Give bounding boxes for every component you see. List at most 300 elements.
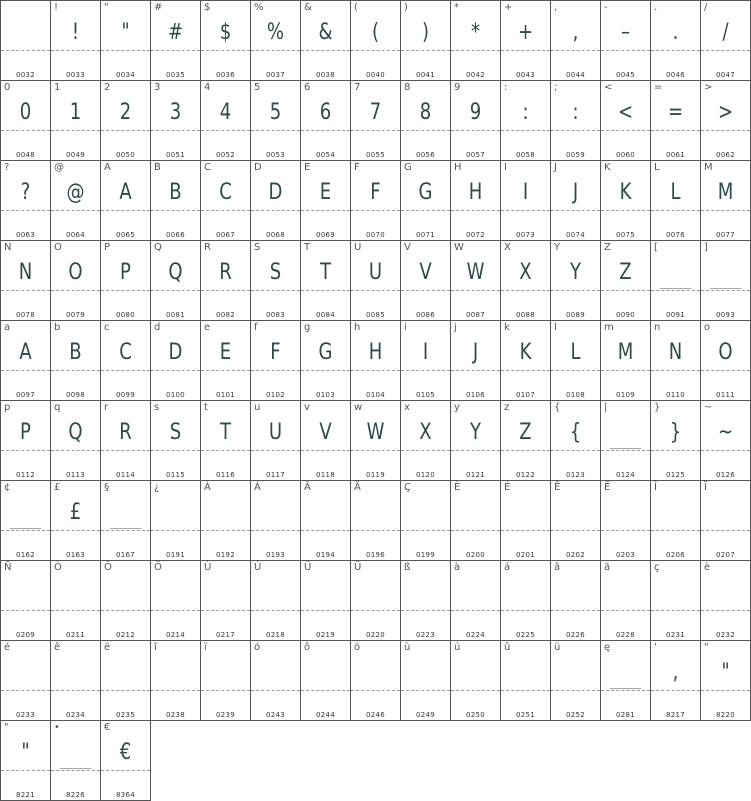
glyph-preview — [5, 15, 45, 51]
character-label: V — [404, 242, 411, 253]
baseline-divider — [601, 610, 650, 611]
baseline-divider — [151, 130, 200, 131]
char-code-label: 0101 — [215, 391, 235, 399]
baseline-divider — [551, 370, 600, 371]
character-label: O — [54, 242, 62, 253]
glyph-preview: ) — [421, 20, 430, 45]
glyph-preview — [505, 655, 545, 691]
character-label: H — [454, 162, 462, 173]
baseline-divider — [401, 530, 450, 531]
character-label: [ — [654, 242, 658, 253]
character-label: é — [4, 642, 11, 653]
character-label: } — [654, 402, 661, 413]
char-code-label: 0193 — [265, 551, 285, 559]
character-label: D — [254, 162, 262, 173]
char-code-label: 0212 — [115, 631, 135, 639]
glyph-cell — [651, 321, 701, 401]
char-code-label: 0037 — [265, 71, 285, 79]
char-code-label: 0079 — [65, 311, 85, 319]
baseline-divider — [351, 370, 400, 371]
glyph-preview — [555, 495, 595, 531]
char-code-label: 0120 — [415, 471, 435, 479]
character-label: 8 — [404, 82, 411, 93]
baseline-divider — [351, 130, 400, 131]
glyph-preview: Y — [569, 260, 582, 285]
baseline-divider — [401, 50, 450, 51]
character-label: s — [154, 402, 160, 413]
baseline-divider — [651, 610, 700, 611]
character-label: ( — [354, 2, 358, 13]
character-label: à — [454, 562, 461, 573]
character-label: y — [454, 402, 460, 413]
baseline-divider — [701, 370, 750, 371]
glyph-preview: F — [370, 180, 381, 205]
char-code-label: 0078 — [15, 311, 35, 319]
glyph-preview: @ — [66, 180, 85, 205]
baseline-divider — [101, 290, 150, 291]
glyph-cell — [251, 401, 301, 481]
character-label: + — [504, 2, 513, 13]
baseline-divider — [201, 530, 250, 531]
glyph-cell — [1, 81, 51, 161]
baseline-divider — [551, 610, 600, 611]
baseline-divider — [51, 690, 100, 691]
baseline-divider — [651, 50, 700, 51]
char-code-label: 0085 — [365, 311, 385, 319]
character-label: Ú — [254, 562, 262, 573]
glyph-cell — [401, 561, 451, 641]
baseline-divider — [351, 610, 400, 611]
char-code-label: 0066 — [165, 231, 185, 239]
glyph-preview: : — [522, 100, 529, 125]
character-label: Ê — [554, 482, 561, 493]
char-code-label: 0211 — [65, 631, 85, 639]
glyph-preview: , — [672, 660, 679, 685]
char-code-label: 0199 — [415, 551, 435, 559]
baseline-divider — [601, 530, 650, 531]
char-code-label: 0082 — [215, 311, 235, 319]
glyph-preview: P — [20, 420, 31, 445]
baseline-divider — [1, 450, 50, 451]
character-label: û — [504, 642, 511, 653]
missing-glyph-mark — [10, 528, 41, 529]
char-code-label: 0075 — [615, 231, 635, 239]
char-code-label: 0202 — [565, 551, 585, 559]
character-label: T — [304, 242, 311, 253]
character-label: h — [354, 322, 361, 333]
baseline-divider — [451, 610, 500, 611]
baseline-divider — [651, 690, 700, 691]
character-label: ä — [604, 562, 611, 573]
baseline-divider — [101, 530, 150, 531]
character-label: p — [4, 402, 11, 413]
baseline-divider — [151, 290, 200, 291]
char-code-label: 0104 — [365, 391, 385, 399]
char-code-label: 0051 — [165, 151, 185, 159]
character-label: É — [504, 482, 511, 493]
glyph-cell — [701, 81, 751, 161]
char-code-label: 0281 — [615, 711, 635, 719]
glyph-preview: Z — [519, 420, 532, 445]
glyph-cell — [101, 401, 151, 481]
char-code-label: 0088 — [515, 311, 535, 319]
baseline-divider — [51, 770, 100, 771]
glyph-preview — [255, 575, 295, 611]
character-label: Î — [654, 482, 657, 493]
glyph-preview — [655, 255, 695, 291]
char-code-label: 0118 — [315, 471, 335, 479]
baseline-divider — [351, 450, 400, 451]
char-code-label: 0091 — [665, 311, 685, 319]
baseline-divider — [301, 130, 350, 131]
glyph-preview: R — [119, 420, 132, 445]
character-label: ü — [554, 642, 561, 653]
glyph-preview — [455, 655, 495, 691]
glyph-preview: P — [120, 260, 131, 285]
baseline-divider — [351, 210, 400, 211]
baseline-divider — [501, 50, 550, 51]
glyph-cell — [251, 81, 301, 161]
baseline-divider — [251, 530, 300, 531]
glyph-preview: J — [472, 340, 479, 365]
character-label: C — [204, 162, 211, 173]
char-code-label: 0086 — [415, 311, 435, 319]
baseline-divider — [551, 450, 600, 451]
char-code-label: 0035 — [165, 71, 185, 79]
glyph-cell — [151, 641, 201, 721]
char-code-label: 0057 — [465, 151, 485, 159]
glyph-preview — [305, 655, 345, 691]
baseline-divider — [701, 610, 750, 611]
glyph-preview: C — [119, 340, 132, 365]
char-code-label: 0074 — [565, 231, 585, 239]
char-code-label: 0097 — [15, 391, 35, 399]
character-label: u — [254, 402, 261, 413]
baseline-divider — [101, 770, 150, 771]
char-code-label: 0105 — [415, 391, 435, 399]
glyph-preview: A — [19, 340, 32, 365]
baseline-divider — [51, 130, 100, 131]
glyph-preview: 9 — [469, 100, 482, 125]
glyph-cell — [701, 481, 751, 561]
glyph-preview: < — [617, 100, 634, 125]
glyph-cell — [551, 641, 601, 721]
baseline-divider — [301, 50, 350, 51]
glyph-cell — [701, 561, 751, 641]
glyph-cell — [351, 161, 401, 241]
glyph-cell — [501, 1, 551, 81]
char-code-label: 8364 — [115, 791, 135, 799]
char-code-label: 0045 — [615, 71, 635, 79]
glyph-cell — [601, 641, 651, 721]
character-label: § — [104, 482, 109, 493]
glyph-cell — [351, 401, 401, 481]
baseline-divider — [601, 450, 650, 451]
glyph-cell — [301, 641, 351, 721]
glyph-cell — [401, 481, 451, 561]
glyph-preview: Y — [469, 420, 482, 445]
character-label: t — [204, 402, 208, 413]
baseline-divider — [1, 130, 50, 131]
missing-glyph-mark — [710, 288, 741, 289]
char-code-label: 0239 — [215, 711, 235, 719]
character-label: ö — [354, 642, 361, 653]
char-code-label: 0214 — [165, 631, 185, 639]
character-label: Ñ — [4, 562, 12, 573]
glyph-cell — [151, 161, 201, 241]
character-label: 0 — [4, 82, 11, 93]
glyph-cell — [51, 321, 101, 401]
baseline-divider — [101, 50, 150, 51]
glyph-preview: T — [319, 260, 332, 285]
glyph-preview: " — [721, 660, 730, 685]
glyph-cell — [151, 241, 201, 321]
glyph-preview: 8 — [419, 100, 432, 125]
glyph-cell — [251, 1, 301, 81]
character-label: - — [604, 2, 608, 13]
baseline-divider — [301, 210, 350, 211]
glyph-cell — [601, 241, 651, 321]
glyph-preview: 7 — [369, 100, 382, 125]
glyph-preview — [105, 495, 145, 531]
character-label: b — [54, 322, 61, 333]
character-label: > — [704, 82, 713, 93]
glyph-cell — [1, 721, 51, 801]
char-code-label: 0218 — [265, 631, 285, 639]
glyph-cell — [551, 241, 601, 321]
glyph-cell — [151, 481, 201, 561]
glyph-preview — [205, 655, 245, 691]
baseline-divider — [251, 370, 300, 371]
char-code-label: 0244 — [315, 711, 335, 719]
glyph-preview: A — [119, 180, 132, 205]
glyph-preview — [255, 495, 295, 531]
char-code-label: 0072 — [465, 231, 485, 239]
char-code-label: 0200 — [465, 551, 485, 559]
char-code-label: 0053 — [265, 151, 285, 159]
char-code-label: 0192 — [215, 551, 235, 559]
glyph-preview: W — [466, 260, 485, 285]
char-code-label: 0084 — [315, 311, 335, 319]
char-code-label: 0076 — [665, 231, 685, 239]
baseline-divider — [151, 50, 200, 51]
character-label: ¿ — [154, 482, 160, 493]
baseline-divider — [501, 130, 550, 131]
glyph-preview — [705, 495, 745, 531]
char-code-label: 0108 — [565, 391, 585, 399]
char-code-label: 0048 — [15, 151, 35, 159]
glyph-preview: 3 — [169, 100, 182, 125]
glyph-preview: E — [219, 340, 232, 365]
glyph-preview: & — [318, 20, 333, 45]
glyph-cell — [351, 1, 401, 81]
char-code-label: 0106 — [465, 391, 485, 399]
char-code-label: 0089 — [565, 311, 585, 319]
glyph-preview — [355, 575, 395, 611]
glyph-preview: } — [669, 420, 682, 445]
baseline-divider — [1, 610, 50, 611]
baseline-divider — [51, 210, 100, 211]
glyph-cell — [251, 241, 301, 321]
glyph-preview — [5, 575, 45, 611]
character-label: á — [504, 562, 511, 573]
character-label: ? — [4, 162, 10, 173]
glyph-cell — [1, 481, 51, 561]
glyph-preview: , — [572, 20, 579, 45]
character-label: { — [554, 402, 561, 413]
glyph-cell — [651, 481, 701, 561]
glyph-cell — [301, 1, 351, 81]
glyph-cell — [501, 241, 551, 321]
baseline-divider — [551, 50, 600, 51]
glyph-cell — [201, 561, 251, 641]
glyph-cell — [651, 81, 701, 161]
character-label: ] — [704, 242, 708, 253]
character-label: N — [4, 242, 12, 253]
char-code-label: 0109 — [615, 391, 635, 399]
glyph-cell — [701, 1, 751, 81]
glyph-preview: H — [468, 180, 483, 205]
glyph-preview: 4 — [219, 100, 232, 125]
char-code-label: 0228 — [615, 631, 635, 639]
glyph-preview — [455, 495, 495, 531]
baseline-divider — [401, 370, 450, 371]
glyph-cell — [451, 1, 501, 81]
glyph-cell — [401, 1, 451, 81]
baseline-divider — [351, 50, 400, 51]
character-label: n — [654, 322, 661, 333]
glyph-preview: I — [522, 180, 529, 205]
character-label: E — [304, 162, 311, 173]
glyph-preview: J — [572, 180, 579, 205]
glyph-cell — [101, 81, 151, 161]
baseline-divider — [601, 210, 650, 211]
glyph-cell — [1, 401, 51, 481]
character-label: ) — [404, 2, 408, 13]
glyph-cell — [501, 641, 551, 721]
glyph-preview: B — [169, 180, 182, 205]
character-label: Ó — [54, 562, 62, 573]
char-code-label: 0238 — [165, 711, 185, 719]
character-label: % — [254, 2, 264, 13]
character-label: Ö — [154, 562, 162, 573]
char-code-label: 0033 — [65, 71, 85, 79]
char-code-label: 0110 — [665, 391, 685, 399]
baseline-divider — [651, 450, 700, 451]
char-code-label: 0080 — [115, 311, 135, 319]
glyph-preview: { — [569, 420, 582, 445]
glyph-preview: . — [672, 20, 679, 45]
baseline-divider — [351, 690, 400, 691]
glyph-preview: # — [167, 20, 184, 45]
character-label: " — [704, 642, 709, 653]
char-code-label: 8226 — [65, 791, 85, 799]
char-code-label: 0046 — [665, 71, 685, 79]
glyph-preview: " — [121, 20, 130, 45]
glyph-preview: V — [319, 420, 332, 445]
glyph-preview: V — [419, 260, 432, 285]
glyph-cell — [101, 241, 151, 321]
baseline-divider — [51, 530, 100, 531]
baseline-divider — [51, 290, 100, 291]
character-label: Y — [554, 242, 561, 253]
glyph-preview: N — [668, 340, 683, 365]
character-label: 6 — [304, 82, 311, 93]
glyph-preview: Z — [619, 260, 632, 285]
glyph-preview: ! — [71, 20, 80, 45]
glyph-cell — [351, 561, 401, 641]
glyph-cell — [401, 241, 451, 321]
glyph-preview — [55, 575, 95, 611]
baseline-divider — [551, 690, 600, 691]
character-label: , — [554, 2, 558, 13]
baseline-divider — [251, 50, 300, 51]
glyph-cell — [1, 161, 51, 241]
baseline-divider — [501, 210, 550, 211]
glyph-cell — [451, 81, 501, 161]
char-code-label: 0251 — [515, 711, 535, 719]
glyph-preview: € — [119, 740, 132, 765]
glyph-cell — [101, 721, 151, 801]
glyph-cell — [401, 161, 451, 241]
glyph-preview — [205, 575, 245, 611]
baseline-divider — [1, 210, 50, 211]
char-code-label: 0119 — [365, 471, 385, 479]
character-label: Ù — [204, 562, 212, 573]
glyph-cell — [51, 721, 101, 801]
glyph-cell — [51, 1, 101, 81]
glyph-cell — [201, 81, 251, 161]
character-label: î — [154, 642, 157, 653]
missing-glyph-mark — [610, 448, 641, 449]
baseline-divider — [151, 530, 200, 531]
character-label: w — [354, 402, 363, 413]
glyph-preview — [355, 495, 395, 531]
char-code-label: 0070 — [365, 231, 385, 239]
char-code-label: 0060 — [615, 151, 635, 159]
char-code-label: 0044 — [565, 71, 585, 79]
character-label: c — [104, 322, 110, 333]
char-code-label: 0196 — [365, 551, 385, 559]
glyph-preview: * — [470, 20, 481, 45]
char-code-label: 0234 — [65, 711, 85, 719]
baseline-divider — [101, 210, 150, 211]
baseline-divider — [701, 450, 750, 451]
glyph-preview: X — [519, 260, 532, 285]
char-code-label: 0123 — [565, 471, 585, 479]
glyph-preview — [55, 655, 95, 691]
char-code-label: 0122 — [515, 471, 535, 479]
char-code-label: 0206 — [665, 551, 685, 559]
character-label: L — [654, 162, 660, 173]
character-label: S — [254, 242, 261, 253]
char-code-label: 0059 — [565, 151, 585, 159]
glyph-preview — [605, 415, 645, 451]
char-code-label: 0052 — [215, 151, 235, 159]
character-label: F — [354, 162, 360, 173]
glyph-preview — [605, 575, 645, 611]
glyph-cell — [551, 481, 601, 561]
baseline-divider — [201, 450, 250, 451]
glyph-cell — [651, 641, 701, 721]
baseline-divider — [251, 610, 300, 611]
glyph-cell — [301, 401, 351, 481]
char-code-label: 0220 — [365, 631, 385, 639]
glyph-preview: 1 — [69, 100, 82, 125]
baseline-divider — [201, 50, 250, 51]
glyph-cell — [651, 561, 701, 641]
missing-glyph-mark — [610, 688, 641, 689]
